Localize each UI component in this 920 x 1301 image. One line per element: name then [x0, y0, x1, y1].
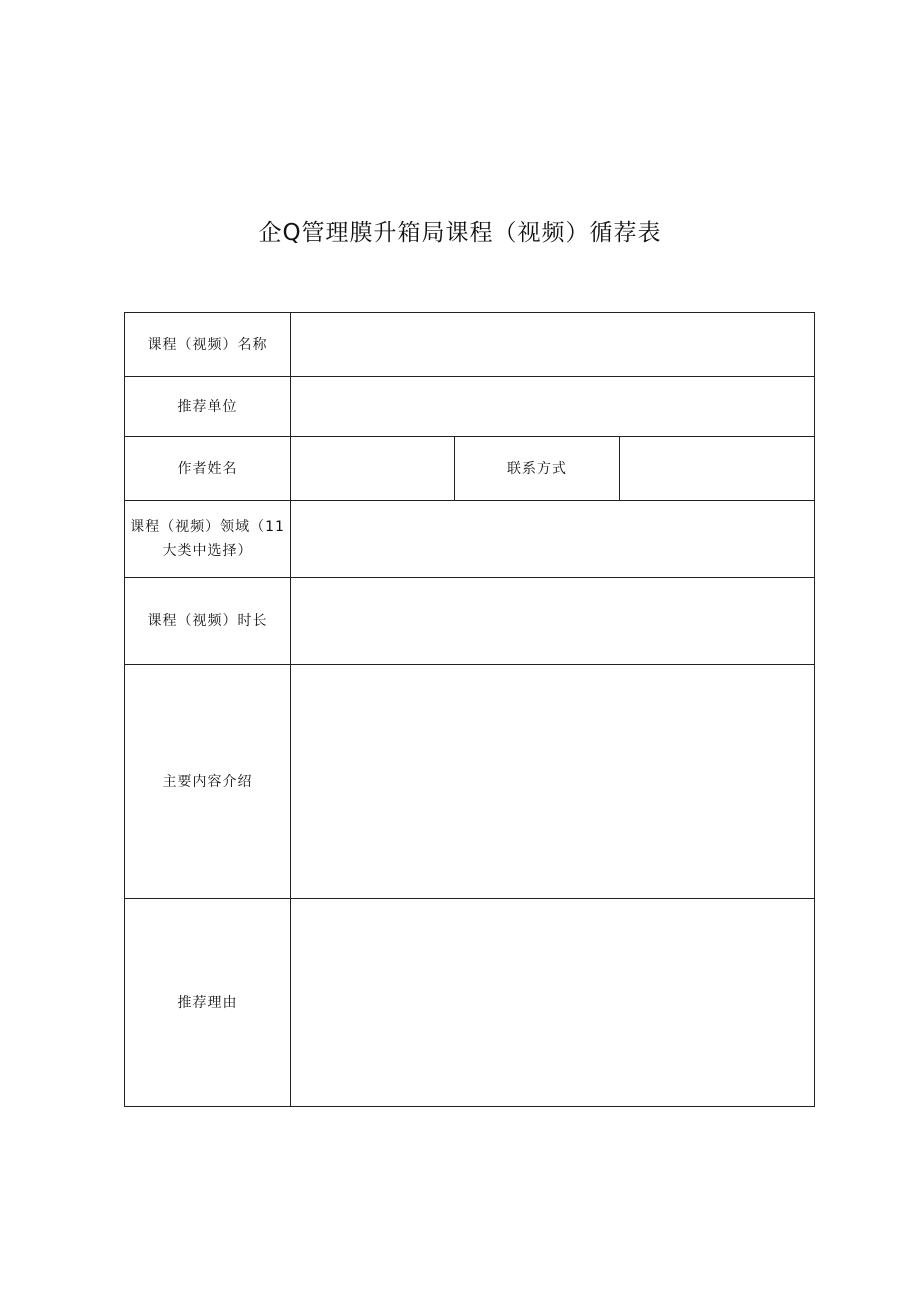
course-field-label: 课程（视频）领域（11大类中选择） [125, 501, 291, 578]
recommending-unit-label: 推荐单位 [125, 377, 291, 437]
row-course-field [125, 501, 815, 578]
row-author [125, 437, 815, 501]
author-name-label: 作者姓名 [125, 437, 291, 501]
row-course-name [125, 313, 815, 377]
duration-field[interactable] [291, 578, 815, 665]
course-field-field[interactable] [291, 501, 815, 578]
author-name-field[interactable] [291, 437, 455, 501]
row-duration [125, 578, 815, 665]
row-summary [125, 665, 815, 899]
contact-label: 联系方式 [455, 437, 620, 501]
row-reason [125, 899, 815, 1107]
summary-label: 主要内容介绍 [125, 665, 291, 899]
course-name-field[interactable] [291, 313, 815, 377]
course-name-label: 课程（视频）名称 [125, 313, 291, 377]
page-title: 企Q管理膜升箱局课程（视频）循荐表 [258, 220, 662, 246]
duration-label: 课程（视频）时长 [125, 578, 291, 665]
summary-field[interactable] [291, 665, 815, 899]
contact-field[interactable] [620, 437, 815, 501]
recommendation-form-table [124, 312, 815, 1107]
recommending-unit-field[interactable] [291, 377, 815, 437]
reason-label: 推荐理由 [125, 899, 291, 1107]
reason-field[interactable] [291, 899, 815, 1107]
row-recommending-unit [125, 377, 815, 437]
